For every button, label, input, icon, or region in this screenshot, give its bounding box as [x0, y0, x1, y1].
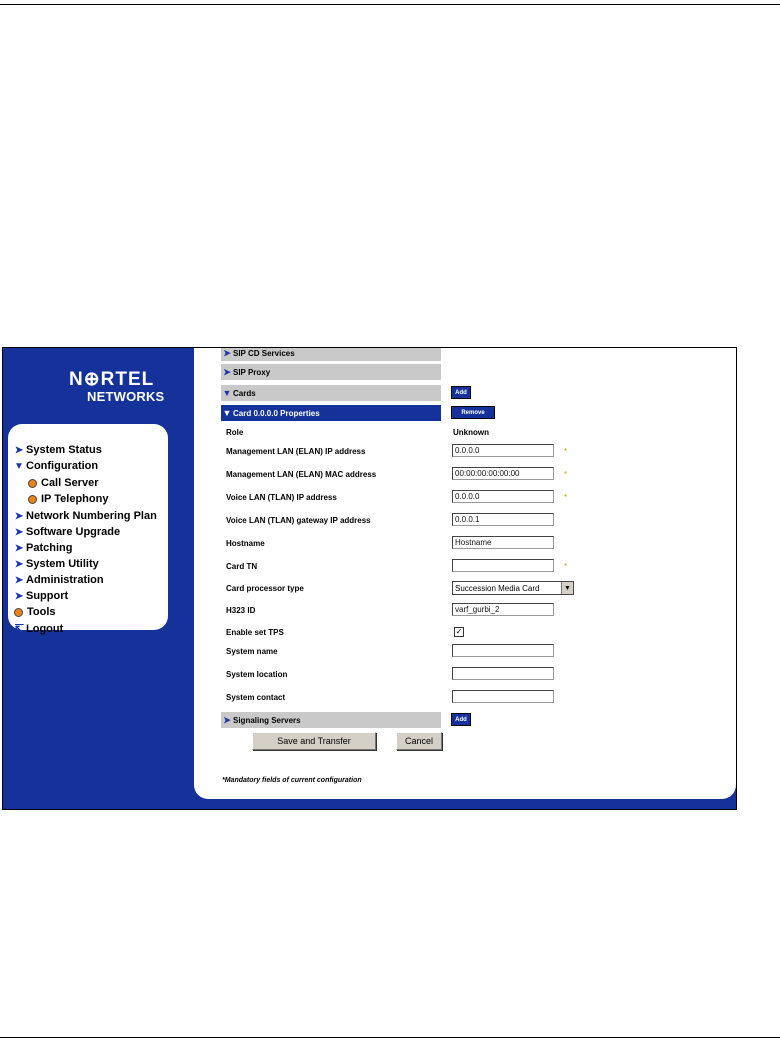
nav-label: Administration — [26, 574, 104, 586]
chevron-down-icon: ▼ — [222, 388, 232, 398]
bullet-icon — [14, 608, 23, 617]
h323-id-label: H323 ID — [226, 606, 256, 615]
enable-tps-checkbox[interactable]: ✓ — [455, 627, 463, 636]
system-contact-label: System contact — [226, 693, 286, 702]
dropdown-arrow-icon[interactable]: ▼ — [561, 582, 573, 594]
section-label: SIP CD Services — [233, 348, 295, 358]
nav-ip-telephony[interactable] — [26, 493, 108, 505]
nav-call-server[interactable] — [26, 477, 98, 489]
nav-system-status[interactable] — [12, 444, 102, 456]
logo-line1: N⊕RTEL — [69, 369, 155, 390]
arrow-right-icon: ➤ — [14, 510, 24, 522]
system-location-label: System location — [226, 670, 288, 679]
nortel-logo — [69, 370, 164, 403]
add-card-button[interactable]: Add — [451, 386, 471, 399]
arrow-right-icon: ➤ — [223, 714, 231, 725]
nav-system-utility[interactable] — [12, 558, 99, 570]
arrow-right-icon: ➤ — [223, 347, 231, 358]
arrow-right-icon: ➤ — [223, 366, 231, 377]
nav-label: System Utility — [26, 558, 99, 570]
processor-type-select[interactable] — [452, 581, 574, 595]
card-tn-input[interactable] — [452, 559, 554, 572]
section-cards[interactable] — [221, 385, 441, 401]
bottom-rule — [0, 1037, 780, 1038]
nav-label: IP Telephony — [41, 493, 109, 505]
nav-administration[interactable] — [12, 574, 104, 586]
nav-network-numbering-plan[interactable] — [12, 510, 157, 522]
section-label: SIP Proxy — [233, 367, 271, 377]
system-location-input[interactable] — [452, 667, 554, 680]
section-label: Signaling Servers — [233, 715, 301, 725]
elan-ip-label: Management LAN (ELAN) IP address — [226, 447, 366, 456]
remove-card-button[interactable]: Remove — [451, 406, 495, 419]
required-marker: * — [564, 493, 568, 502]
section-label: Cards — [233, 388, 256, 398]
nav-patching[interactable] — [12, 542, 72, 554]
tlan-gateway-input[interactable]: 0.0.0.1 — [452, 513, 554, 526]
arrow-right-icon: ➤ — [14, 444, 24, 456]
app-window — [2, 347, 737, 810]
nav-label: Network Numbering Plan — [26, 510, 157, 522]
chevron-down-icon: ▼ — [14, 460, 24, 472]
nav-label: Configuration — [26, 460, 99, 472]
mandatory-footnote: *Mandatory fields of current configuration — [222, 777, 362, 784]
system-name-label: System name — [226, 647, 278, 656]
nav-label: Software Upgrade — [26, 526, 121, 538]
nav-panel — [8, 424, 168, 636]
logo-line2: NETWORKS — [87, 389, 165, 404]
top-rule — [0, 4, 780, 5]
card-tn-label: Card TN — [226, 562, 258, 571]
tlan-ip-label: Voice LAN (TLAN) IP address — [226, 493, 337, 502]
section-label: Card 0.0.0.0 Properties — [233, 408, 320, 418]
elan-mac-label: Management LAN (ELAN) MAC address — [226, 470, 377, 479]
processor-type-label: Card processor type — [226, 584, 304, 593]
section-sip-proxy[interactable] — [221, 364, 441, 380]
hostname-input[interactable]: Hostname — [452, 536, 554, 549]
bullet-icon — [28, 495, 37, 504]
section-card-properties[interactable] — [221, 405, 441, 421]
enable-tps-label: Enable set TPS — [226, 628, 284, 637]
content-panel — [194, 348, 736, 799]
save-and-transfer-button[interactable]: Save and Transfer — [252, 732, 376, 750]
nav-label: Tools — [27, 606, 56, 618]
arrow-right-icon: ➤ — [14, 526, 24, 538]
nav-software-upgrade[interactable] — [12, 526, 120, 538]
required-marker: * — [564, 447, 568, 456]
elan-ip-input[interactable]: 0.0.0.0 — [452, 444, 554, 457]
arrow-right-icon: ➤ — [14, 590, 24, 602]
processor-type-value: Succession Media Card — [455, 583, 540, 593]
nav-tools[interactable] — [12, 606, 56, 618]
nav-label: Patching — [26, 542, 73, 554]
system-name-input[interactable] — [452, 644, 554, 657]
required-marker: * — [564, 470, 568, 479]
system-contact-input[interactable] — [452, 690, 554, 703]
cancel-button[interactable]: Cancel — [396, 732, 442, 750]
arrow-right-icon: ➤ — [14, 542, 24, 554]
arrow-right-icon: ➤ — [14, 574, 24, 586]
elan-mac-input[interactable]: 00:00:00:00:00:00 — [452, 467, 554, 480]
tlan-gateway-label: Voice LAN (TLAN) gateway IP address — [226, 516, 371, 525]
arrow-right-icon: ➤ — [14, 558, 24, 570]
nav-support[interactable] — [12, 590, 68, 602]
hostname-label: Hostname — [226, 539, 265, 548]
nav-label: Logout — [26, 623, 64, 635]
nav-configuration[interactable] — [12, 460, 98, 472]
role-label: Role — [226, 428, 244, 437]
role-value: Unknown — [453, 428, 489, 437]
nav-logout[interactable] — [12, 622, 63, 636]
add-signaling-server-button[interactable]: Add — [451, 713, 471, 726]
h323-id-input[interactable]: varf_gurbi_2 — [452, 603, 554, 616]
nav-label: Support — [26, 590, 69, 602]
tlan-ip-input[interactable]: 0.0.0.0 — [452, 490, 554, 503]
bullet-icon — [28, 479, 37, 488]
section-sip-cd-services[interactable] — [221, 347, 441, 361]
logout-icon: ↸ — [13, 622, 25, 636]
nav-label: Call Server — [41, 477, 99, 489]
nav-label: System Status — [26, 444, 102, 456]
section-signaling-servers[interactable] — [221, 712, 441, 728]
chevron-down-icon: ▼ — [222, 408, 232, 418]
required-marker: * — [564, 562, 568, 571]
